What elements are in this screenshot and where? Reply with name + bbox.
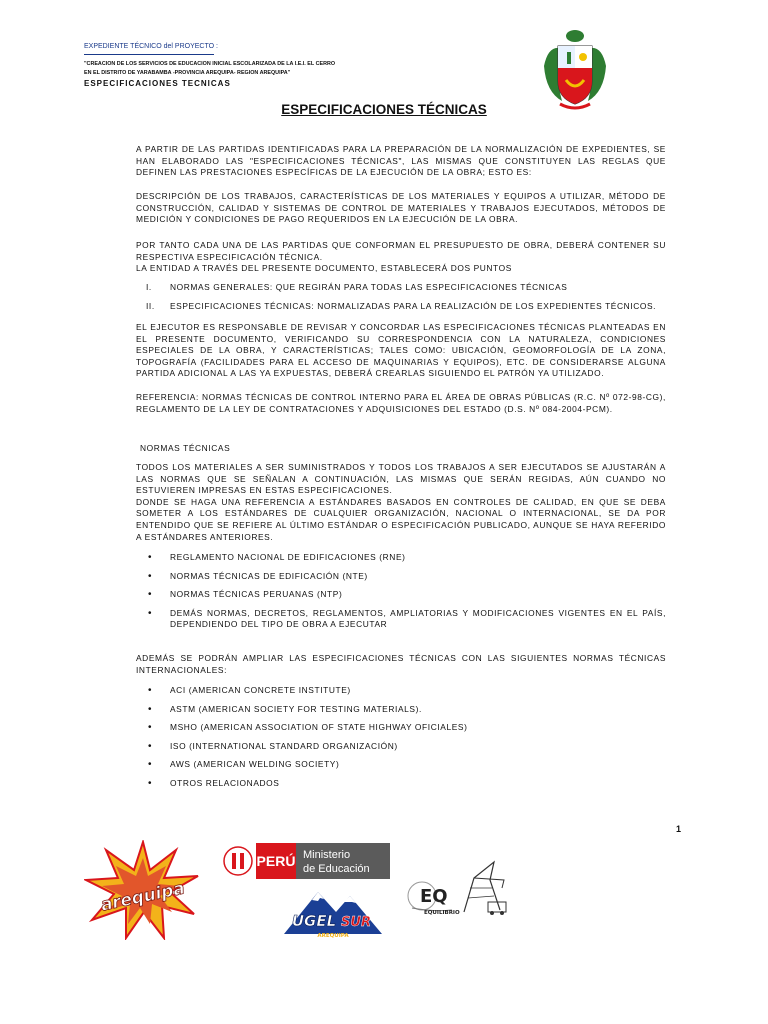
project-name xyxy=(84,60,414,78)
paragraph-text: DESCRIPCIÓN DE LOS TRABAJOS, CARACTERÍSTICAS DE LOS MATERIALES Y EQUIPOS A UTILIZAR, MÉTODO DE CONSTRUCCIÓN, CALIDAD Y SISTEMAS DE CONTROL DE MATERIALES Y TRABAJOS EJECUTADOS, MÉTODOS DE MEDICIÓN Y CONDICIONES DE PAGO REQUERIDOS EN LA EJECUCIÓN DE LA OBRA. xyxy=(136,191,666,225)
arequipa-logo xyxy=(84,840,202,940)
roman-item-text: NORMAS GENERALES: QUE REGIRÁN PARA TODAS LAS ESPECIFICACIONES TÉCNICAS xyxy=(170,282,568,292)
eq-equilibrio-logo xyxy=(404,858,520,918)
ugel-logo-text: UGEL xyxy=(291,912,337,930)
list-item: • OTROS RELACIONADOS xyxy=(136,778,666,790)
ugel-sur-text: SUR xyxy=(341,915,371,930)
list-item: • AWS (AMERICAN WELDING SOCIETY) xyxy=(136,759,666,771)
paragraph-partidas xyxy=(136,240,666,275)
peru-logo-text: PERÚ xyxy=(256,853,296,869)
paragraph-internacionales xyxy=(136,653,666,676)
international-norms-list xyxy=(136,685,666,790)
roman-numeral: I. xyxy=(146,282,152,292)
paragraph-referencia xyxy=(136,392,666,415)
header-label: EXPEDIENTE TÉCNICO del PROYECTO : xyxy=(84,43,218,50)
list-item: • MSHO (AMERICAN ASSOCIATION OF STATE HIGHWAY OFICIALES) xyxy=(136,722,666,734)
paragraph-ejecutor xyxy=(136,322,666,380)
project-line-1: "CREACION DE LOS SERVICIOS DE EDUCACION INICIAL ESCOLARIZADA DE LA I.E.I. EL CERRO xyxy=(84,61,336,67)
paragraph-intro xyxy=(136,144,666,179)
arequipa-logo-text: arequipa xyxy=(99,878,187,916)
section-heading-normas xyxy=(140,443,670,455)
roman-item-text: ESPECIFICACIONES TÉCNICAS: NORMALIZADAS PARA LA REALIZACIÓN DE LOS EXPEDIENTES TÉCNICOS. xyxy=(170,301,657,311)
paragraph-text: DONDE SE HAGA UNA REFERENCIA A ESTÁNDARES BASADOS EN CONTROLES DE CALIDAD, EN QUE SE DEBA SOMETER A LOS ESTÁNDARES DE CUALQUIER ORGANIZACIÓN, NACIONAL O INTERNACIONAL, SE DA POR ENTENDIDO QUE SE REFIERE AL ÚLTIMO ESTÁNDAR O ESPECIFICACIÓN PUBLICADO, AUNQUE SE HAYA REFERIDO A ESTÁNDARES ANTERIORES. xyxy=(136,496,666,542)
paragraph-text: TODOS LOS MATERIALES A SER SUMINISTRADOS Y TODOS LOS TRABAJOS A SER EJECUTADOS SE AJUSTARÁN A LAS NORMAS QUE SE SEÑALAN A CONTINUACIÓN, LAS MISMAS QUE SERÁN REGIDAS, AÚN CUANDO NO ESTUVIEREN IMPRESAS EN ESTAS ESPECIFICACIONES. xyxy=(136,462,666,496)
paragraph-materiales xyxy=(136,462,666,543)
paragraph-text: A PARTIR DE LAS PARTIDAS IDENTIFICADAS PARA LA PREPARACIÓN DE LA NORMALIZACIÓN DE EXPEDIENTES, SE HAN ELABORADO LAS "ESPECIFICACIONES TÉCNICAS", LAS MISMAS QUE CONSTITUYEN LAS REGLAS QUE DEFINEN LAS PRESTACIONES ESPECÍFICAS DE LA EJECUCIÓN DE LA OBRA; ESTO ES: xyxy=(136,144,666,178)
paragraph-text: ADEMÁS SE PODRÁN AMPLIAR LAS ESPECIFICACIONES TÉCNICAS CON LAS SIGUIENTES NORMAS TÉCNICAS INTERNACIONALES: xyxy=(136,653,666,675)
list-item: • ACI (AMERICAN CONCRETE INSTITUTE) xyxy=(136,685,666,697)
list-item: • NORMAS TÉCNICAS PERUANAS (NTP) xyxy=(136,589,666,601)
ugel-sur-logo xyxy=(278,882,388,940)
roman-numeral: II. xyxy=(146,301,155,311)
ministerio-line-1: Ministerio xyxy=(303,849,351,861)
paragraph-text: POR TANTO CADA UNA DE LAS PARTIDAS QUE CONFORMAN EL PRESUPUESTO DE OBRA, DEBERÁ CONTENER SU RESPECTIVA ESPECIFICACIÓN TÉCNICA. xyxy=(136,240,666,262)
project-line-2: EN EL DISTRITO DE YARABAMBA -PROVINCIA AREQUIPA- REGION AREQUIPA" xyxy=(84,70,291,76)
national-norms-list xyxy=(136,552,666,631)
eq-sub-text: EQUILIBRIO xyxy=(424,910,460,916)
list-item: • ISO (INTERNATIONAL STANDARD ORGANIZACIÓN) xyxy=(136,741,666,753)
list-item: • ASTM (AMERICAN SOCIETY FOR TESTING MATERIALS). xyxy=(136,704,666,716)
header-spec-label: ESPECIFICACIONES TECNICAS xyxy=(84,79,231,88)
paragraph-text: LA ENTIDAD A TRAVÉS DEL PRESENTE DOCUMENTO, ESTABLECERÁ DOS PUNTOS xyxy=(136,263,512,274)
ministerio-line-2: de Educación xyxy=(303,863,370,875)
list-item: • NORMAS TÉCNICAS DE EDIFICACIÓN (NTE) xyxy=(136,571,666,583)
list-item: • DEMÁS NORMAS, DECRETOS, REGLAMENTOS, AMPLIATORIAS Y MODIFICACIONES VIGENTES EN EL PAÍS, DEPENDIENDO DEL TIPO DE OBRA A EJECUTAR xyxy=(136,608,666,631)
page-number: 1 xyxy=(676,824,682,834)
peru-coat-of-arms-icon xyxy=(540,26,610,112)
page-title: ESPECIFICACIONES TÉCNICAS xyxy=(281,102,487,117)
paragraph-text: REFERENCIA: NORMAS TÉCNICAS DE CONTROL INTERNO PARA EL ÁREA DE OBRAS PÚBLICAS (R.C. Nº 072-98-CG), REGLAMENTO DE LA LEY DE CONTRATACIONES Y ADQUISICIONES DEL ESTADO (D.S. Nº 084-2004-PCM). xyxy=(136,392,666,414)
paragraph-text: EL EJECUTOR ES RESPONSABLE DE REVISAR Y CONCORDAR LAS ESPECIFICACIONES TÉCNICAS PLANTEADAS EN EL PRESENTE DOCUMENTO, VERIFICANDO SU CORRESPONDENCIA CON LA NATURALEZA, CONDICIONES ESPECIALES DE LA OBRA, Y CARACTERÍSTICAS; TALES COMO: UBICACIÓN, GEOMORFOLOGÍA DE LA ZONA, TOPOGRAFÍA (FACILIDADES PARA EL ACCESO DE MAQUINARIAS Y EQUIPOS), ETC. DE CONSIDERARSE ALGUNA PARTIDA ADICIONAL A LAS YA EXPUESTAS, DEBERÁ CREARLAS SIGUIENDO EL PATRÓN YA UTILIZADO. xyxy=(136,322,666,379)
section-heading-text: NORMAS TÉCNICAS xyxy=(140,443,231,453)
header-underline xyxy=(84,54,214,55)
minedu-logo xyxy=(222,843,390,879)
paragraph-description xyxy=(136,191,666,226)
eq-logo-text: EQ xyxy=(420,886,448,907)
ugel-sub-text: AREQUIPA xyxy=(317,933,349,939)
list-item: • REGLAMENTO NACIONAL DE EDIFICACIONES (RNE) xyxy=(136,552,666,564)
